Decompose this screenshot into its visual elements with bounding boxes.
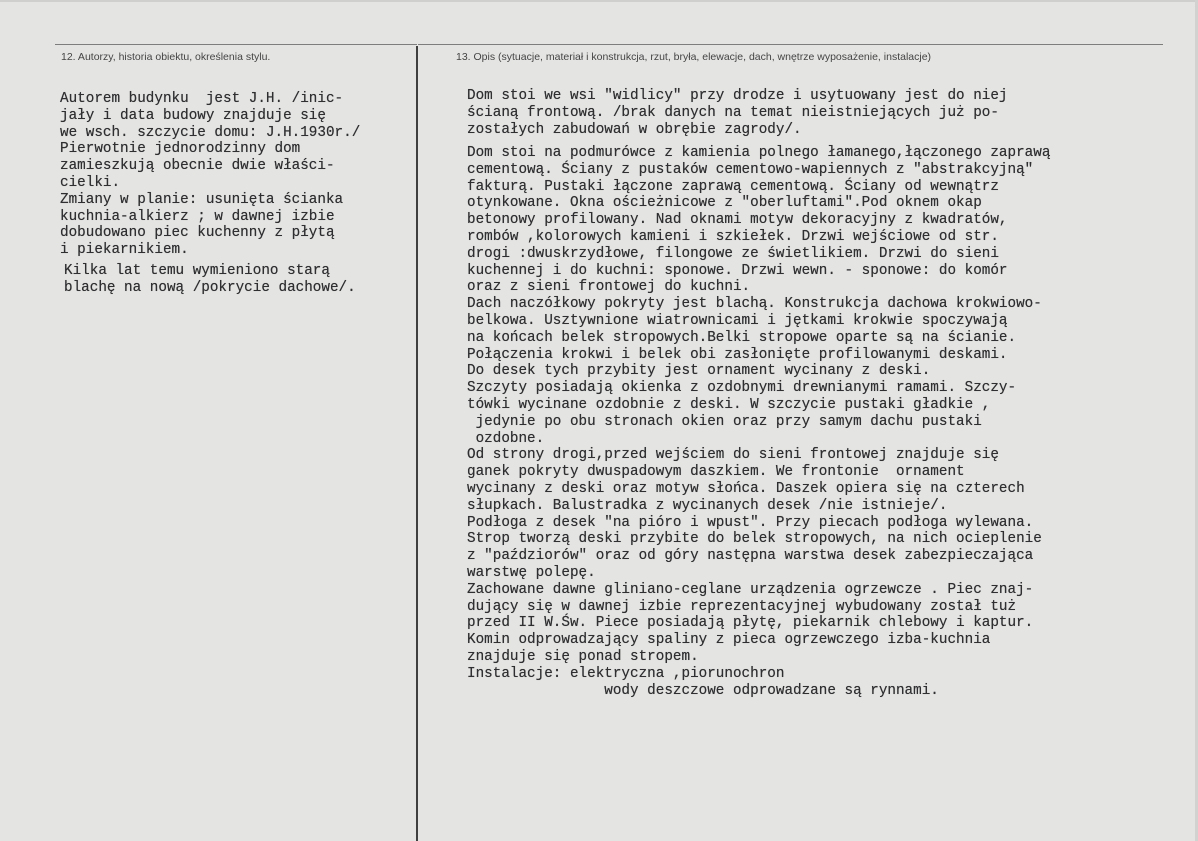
location-description: Dom stoi we wsi "widlicy" przy drodze i usytuowany jest do niej ścianą frontową. /brak danych na temat nieistniejących już po- zostałych zabudowań w obrębie zagrody/. <box>467 88 1008 138</box>
form-top-rule-right <box>418 44 1163 45</box>
field-13-label: 13. Opis (sytuacje, materiał i konstrukcja, rzut, bryła, elewacje, dach, wnętrze wyposażenie, instalacje) <box>456 51 932 63</box>
construction-description: Dom stoi na podmurówce z kamienia polnego łamanego,łączonego zaprawą cementową. Ściany z pustaków cementowo-wapiennych z "abstrakcyjną" fakturą. Pustaki łączone zaprawą cementową. Ściany od wewnątrz otynkowane. Okna ościeżnicowe z "oberluftami".Pod oknem okap betonowy profilowany. Nad oknami motyw dekoracyjny z kwadratów, rombów ,kolorowych kamieni i szkiełek. Drzwi wejściowe od str. drogi :dwuskrzydłowe, filongowe ze świetlikiem. Drzwi do sieni kuchennej i do kuchni: sponowe. Drzwi wewn. - sponowe: do komór oraz z sieni frontowej do kuchni. Dach naczółkowy pokryty jest blachą. Konstrukcja dachowa krokwiowo- belkowa. Usztywnione wiatrownicami i jętkami krokwie spoczywają na końcach belek stropowych.Belki stropowe oparte są na ścianie. Połączenia krokwi i belek obi zasłonięte profilowanymi deskami. Do desek tych przybity jest ornament wycinany z deski. Szczyty posiadają okienka z ozdobnymi drewnianymi ramami. Szczy- tówki wycinane ozdobnie z deski. W szczycie pustaki gładkie , jedynie po obu stronach okien oraz przy samym dachu pustaki ozdobne. Od strony drogi,przed wejściem do sieni frontowej znajduje się ganek pokryty dwuspadowym daszkiem. We frontonie ornament wycinany z deski oraz motyw słońca. Daszek opiera się na czterech słupkach. Balustradka z wycinanych desek /nie istnieje/. Podłoga z desek "na pióro i wpust". Przy piecach podłoga wylewana. Strop tworzą deski przybite do belek stropowych, na nich ocieplenie z "paździorów" oraz od góry następna warstwa desek zabezpieczająca warstwę polepę. Zachowane dawne gliniano-ceglane urządzenia ogrzewcze . Piec znaj- dujący się w dawnej izbie reprezentacyjnej wybudowany został tuż przed II W.Św. Piece posiadają płytę, piekarnik chlebowy i kaptur. Komin odprowadzający spaliny z pieca ogrzewczego izba-kuchnia znajduje się ponad stropem. Instalacje: elektryczna ,piorunochron wody deszczowe odprowadzane są rynnami. <box>467 145 1051 699</box>
roof-replacement-note: Kilka lat temu wymieniono starą blachę na nową /pokrycie dachowe/. <box>64 263 356 296</box>
column-divider <box>416 46 418 841</box>
paper-top-edge <box>0 0 1198 2</box>
authors-history-text: Autorem budynku jest J.H. /inic- jały i data budowy znajduje się we wsch. szczycie domu: J.H.1930r./ Pierwotnie jednorodzinny dom zamieszkują obecnie dwie właści- cielki. Zmiany w planie: usunięta ścianka kuchnia-alkierz ; w dawnej izbie dobudowano piec kuchenny z płytą i piekarnikiem. <box>60 91 361 259</box>
field-12-label: 12. Autorzy, historia obiektu, określenia stylu. <box>61 51 271 63</box>
form-top-rule-left <box>55 44 417 45</box>
